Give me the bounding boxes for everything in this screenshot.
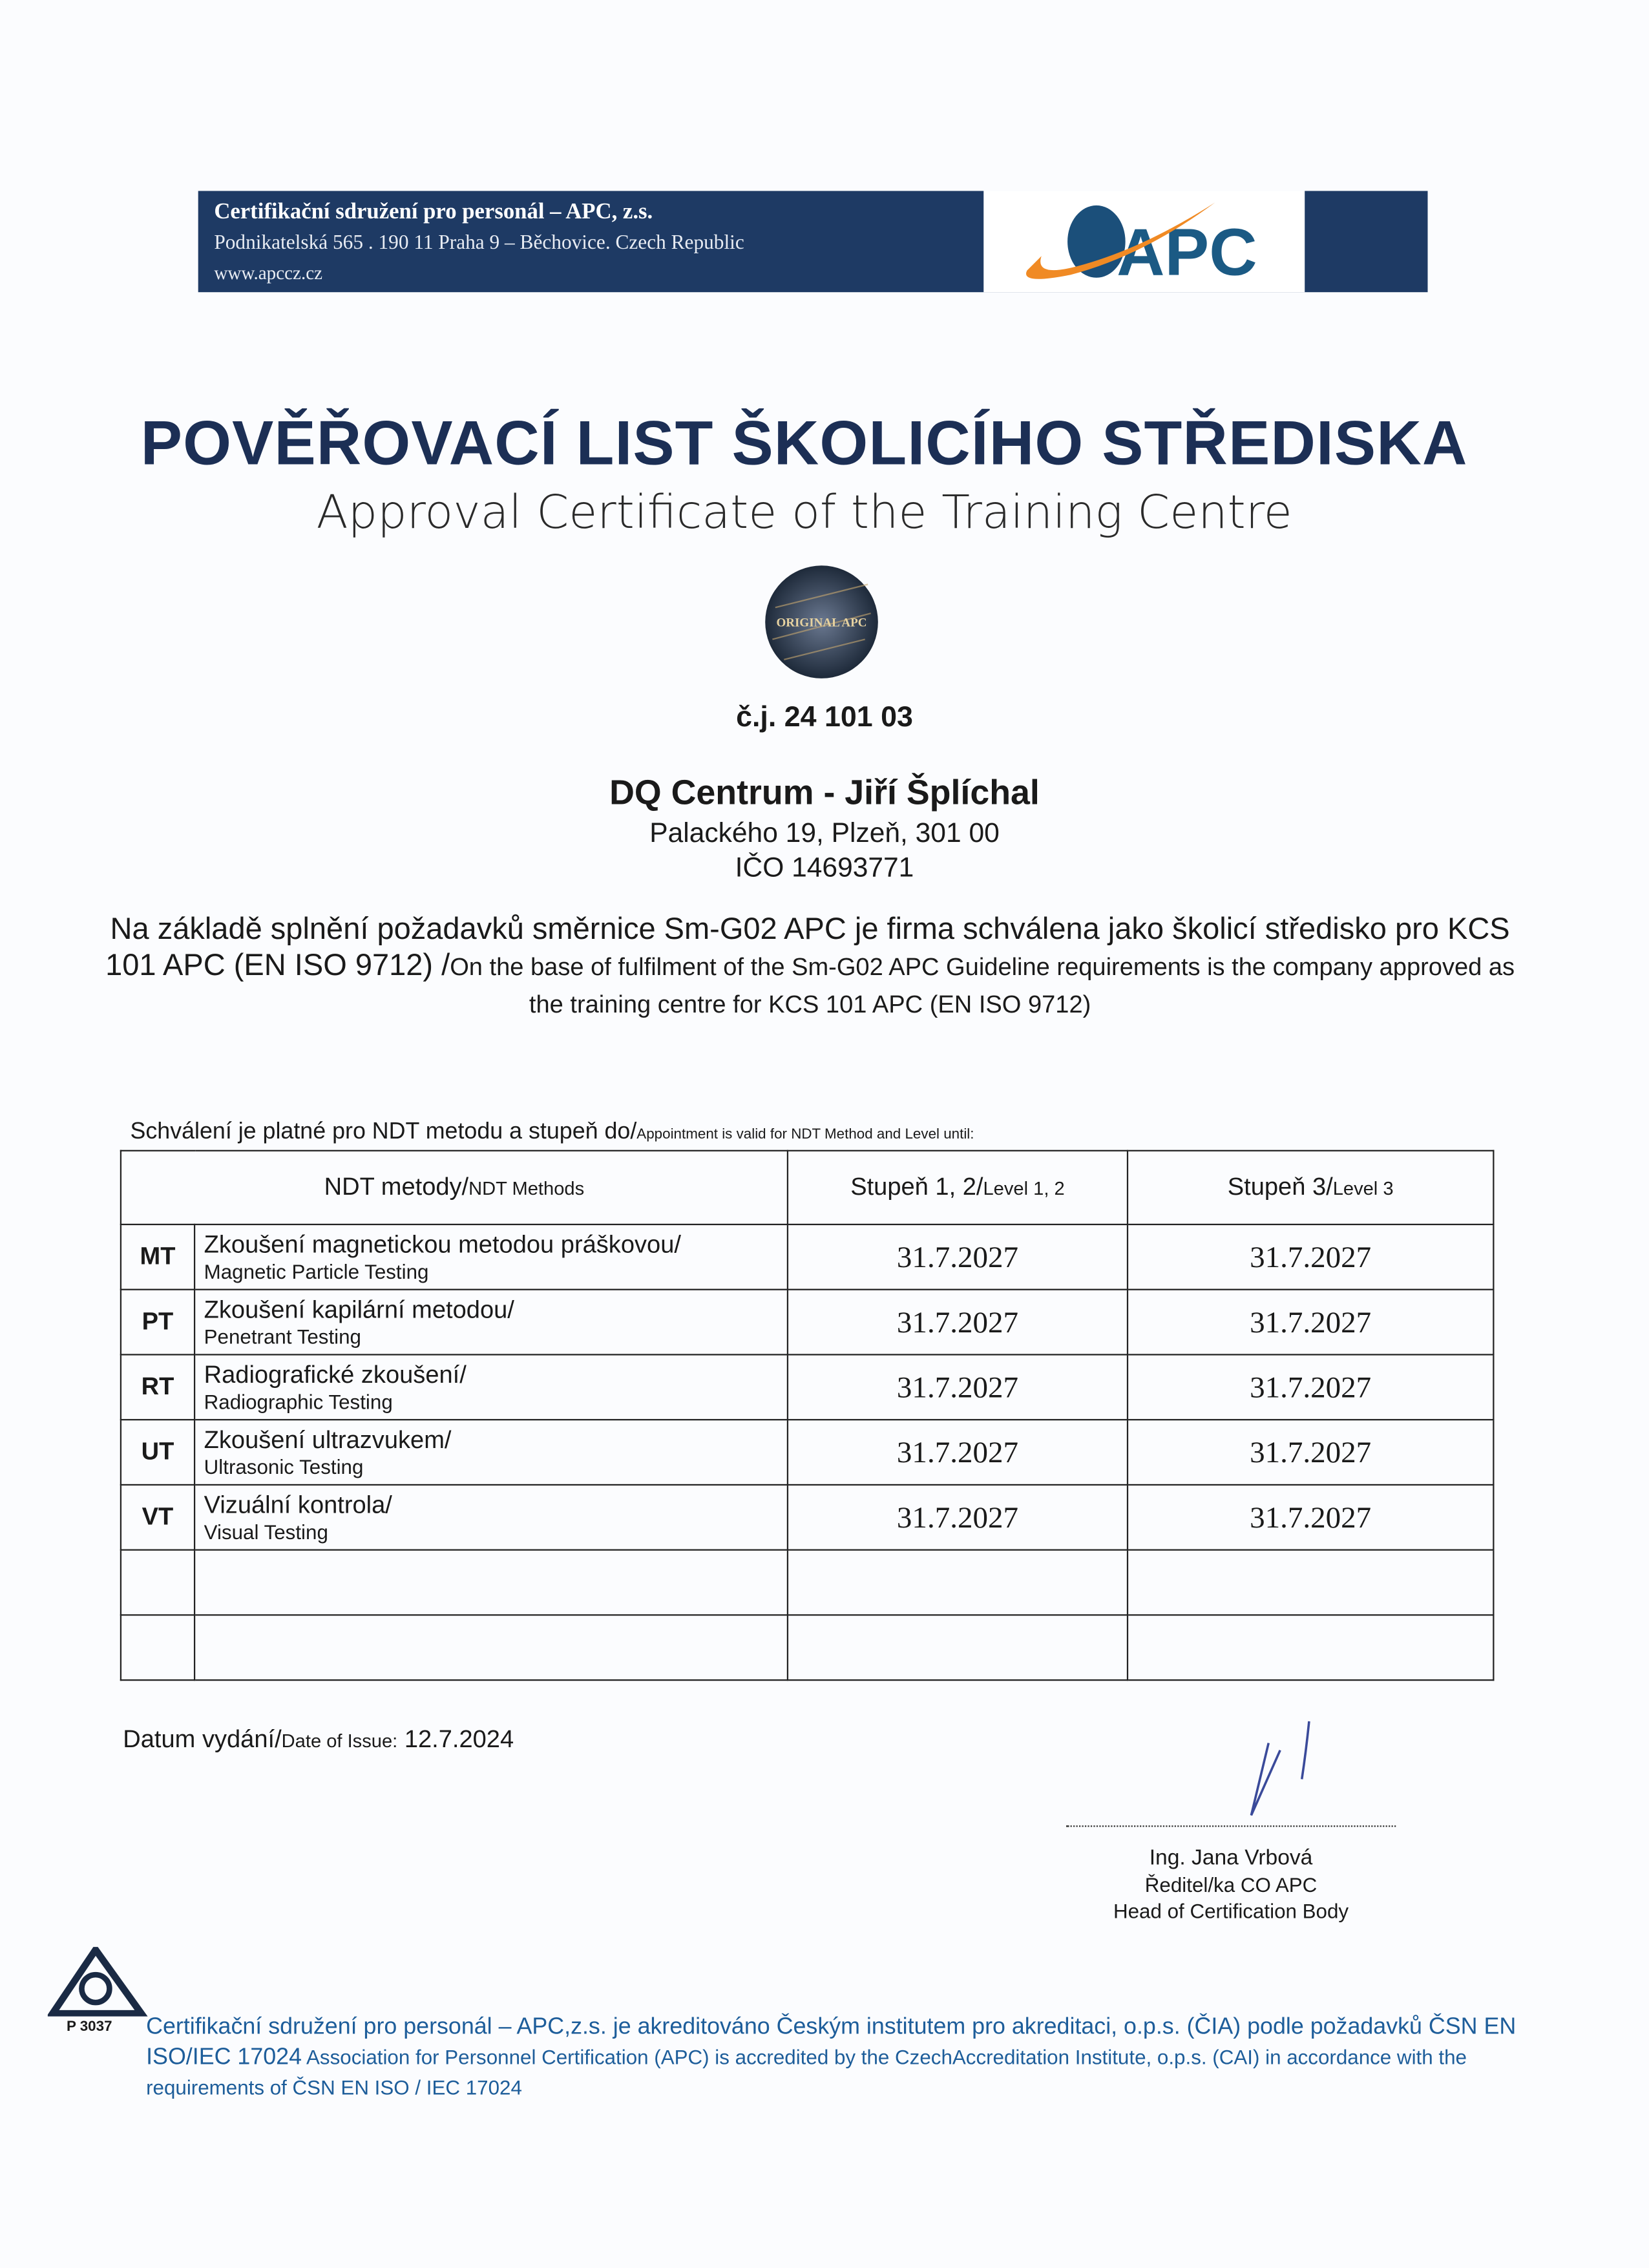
table-row: [121, 1224, 1493, 1290]
apc-logo-graphic: [983, 191, 1305, 292]
caption-en: Appointment is valid for NDT Method and Level until:: [636, 1126, 974, 1143]
page-subtitle: Approval Certificate of the Training Centre: [316, 484, 1292, 540]
signature: [1237, 1714, 1352, 1830]
reference-number: č.j. 24 101 03: [736, 701, 913, 733]
hologram-seal: [764, 564, 879, 687]
method-code: MT: [121, 1224, 194, 1290]
level-1-2-valid-until: 31.7.2027: [788, 1224, 1128, 1290]
method-code: PT: [121, 1290, 194, 1355]
company-name: DQ Centrum - Jiří Šplíchal: [609, 773, 1040, 814]
level-1-2-valid-until: 31.7.2027: [788, 1420, 1128, 1485]
approval-statement: [87, 911, 1533, 1022]
method-name: Radiografické zkoušení/ Radiographic Testing: [194, 1354, 788, 1420]
level-3-valid-until: 31.7.2027: [1128, 1224, 1493, 1290]
method-name: Zkoušení magnetickou metodou práškovou/ Magnetic Particle Testing: [194, 1224, 788, 1290]
accreditation-number: P 3037: [66, 2019, 112, 2035]
header-level-1-2: Stupeň 1, 2/Level 1, 2: [788, 1151, 1128, 1224]
method-name: Vizuální kontrola/ Visual Testing: [194, 1485, 788, 1550]
level-3-valid-until: 31.7.2027: [1128, 1420, 1493, 1485]
table-row-empty: [121, 1615, 1493, 1680]
level-1-2-valid-until: 31.7.2027: [788, 1290, 1128, 1355]
footer-en: Association for Personnel Certification (APC) is accredited by the CzechAccreditation Institute, o.p.s. (CAI) in accordance with the requirements of ČSN EN ISO / IEC 17024: [146, 2045, 1467, 2099]
table-row: [121, 1354, 1493, 1420]
signature-line: [1066, 1825, 1396, 1827]
table-row-empty: [121, 1550, 1493, 1615]
footer-cz: Certifikační sdružení pro personál – APC,z.s. je akreditováno Českým institutem pro akreditaci, o.p.s. (ČIA) podle požadavků ČSN EN ISO/IEC 17024: [146, 2015, 1517, 2070]
company-address: Palackého 19, Plzeň, 301 00: [649, 819, 1000, 850]
table-header-row: [121, 1151, 1493, 1224]
hologram-text: ORIGINAL APC: [776, 616, 867, 630]
table-row: [121, 1290, 1493, 1355]
method-code: UT: [121, 1420, 194, 1485]
level-3-valid-until: 31.7.2027: [1128, 1354, 1493, 1420]
header-banner: [198, 191, 1428, 292]
cia-accreditation-logo: [48, 1947, 149, 2024]
header-methods: NDT metody/NDT Methods: [121, 1151, 788, 1224]
level-1-2-valid-until: 31.7.2027: [788, 1354, 1128, 1420]
signatory-role-cz: Ředitel/ka CO APC: [1144, 1873, 1318, 1896]
method-name: Zkoušení kapilární metodou/ Penetrant Testing: [194, 1290, 788, 1355]
level-3-valid-until: 31.7.2027: [1128, 1485, 1493, 1550]
table-row: [121, 1485, 1493, 1550]
apc-logo-text: APC: [1117, 215, 1257, 289]
method-code: RT: [121, 1354, 194, 1420]
apc-logo: [983, 191, 1305, 292]
date-of-issue: Datum vydání/Date of Issue: 12.7.2024: [123, 1725, 514, 1754]
level-1-2-valid-until: 31.7.2027: [788, 1485, 1128, 1550]
method-code: VT: [121, 1485, 194, 1550]
header-level-3: Stupeň 3/Level 3: [1128, 1151, 1493, 1224]
caption-cz: Schválení je platné pro NDT metodu a stupeň do/: [130, 1119, 637, 1144]
org-website: www.apccz.cz: [214, 262, 323, 284]
company-id: IČO 14693771: [735, 853, 914, 884]
table-row: [121, 1420, 1493, 1485]
org-address: Podnikatelská 565 . 190 11 Praha 9 – Běchovice. Czech Republic: [214, 233, 744, 255]
signatory-name: Ing. Jana Vrbová: [1149, 1845, 1313, 1871]
table-caption: [130, 1118, 974, 1148]
footer-accreditation: [146, 2012, 1571, 2102]
signatory-role-en: Head of Certification Body: [1113, 1899, 1349, 1923]
page-title: POVĚŘOVACÍ LIST ŠKOLICÍHO STŘEDISKA: [140, 409, 1468, 479]
ndt-methods-table: [120, 1150, 1495, 1681]
statement-en: On the base of fulfilment of the Sm-G02 APC Guideline requirements is the company approved as the training centre for KCS 101 APC (EN ISO 9712): [450, 953, 1515, 1018]
issue-date: 12.7.2024: [404, 1725, 514, 1754]
level-3-valid-until: 31.7.2027: [1128, 1290, 1493, 1355]
statement-cz: Na základě splnění požadavků směrnice Sm-G02 APC je firma schválena jako školicí středisko pro KCS 101 APC (EN ISO 9712) /: [105, 912, 1510, 983]
method-name: Zkoušení ultrazvukem/ Ultrasonic Testing: [194, 1420, 788, 1485]
org-name: Certifikační sdružení pro personál – APC, z.s.: [214, 199, 653, 224]
